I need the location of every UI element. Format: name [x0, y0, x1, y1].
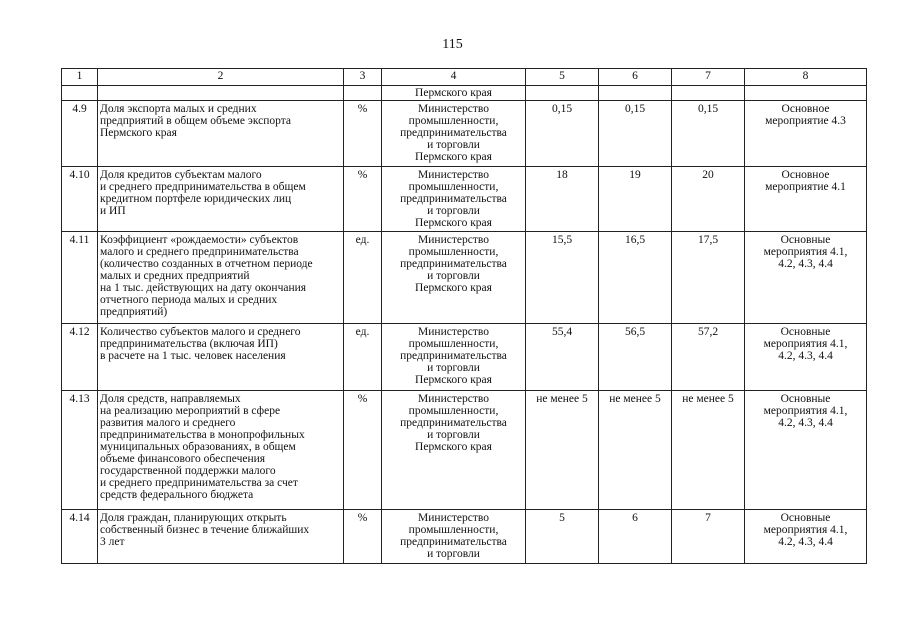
- row-number: 4.10: [62, 167, 98, 232]
- value-year-2: 6: [599, 510, 672, 564]
- indicator-name: Доля экспорта малых и средних предприятий в общем объеме экспорта Пермского края: [98, 101, 344, 167]
- value-year-1: 15,5: [526, 232, 599, 324]
- header-col-4: 4: [382, 69, 526, 86]
- header-col-8: 8: [745, 69, 867, 86]
- header-col-5: 5: [526, 69, 599, 86]
- responsible: Министерство промышленности, предпринимательства и торговли Пермского края: [382, 101, 526, 167]
- indicator-name: Коэффициент «рождаемости» субъектов малого и среднего предпринимательства (количество созданных в отчетном периоде малых и средних предприятий на 1 тыс. действующих на дату окончания отчетного периода малых и средних предприятий): [98, 232, 344, 324]
- unit: %: [344, 391, 382, 510]
- row-number: 4.11: [62, 232, 98, 324]
- table-row: [62, 101, 867, 167]
- unit: %: [344, 101, 382, 167]
- unit: ед.: [344, 232, 382, 324]
- responsible: Министерство промышленности, предпринимательства и торговли Пермского края: [382, 391, 526, 510]
- value-year-2: 56,5: [599, 324, 672, 391]
- indicator-name: Доля кредитов субъектам малого и среднего предпринимательства в общем кредитном портфеле юридических лиц и ИП: [98, 167, 344, 232]
- value-year-3: 0,15: [672, 101, 745, 167]
- indicator-name: Доля средств, направляемых на реализацию мероприятий в сфере развития малого и среднего предпринимательства в монопрофильных муниципальных образованиях, в общем объеме финансового обеспечения государственной поддержки малого и среднего предпринимательства за счет средств федерального бюджета: [98, 391, 344, 510]
- unit: ед.: [344, 324, 382, 391]
- indicator-name: Доля граждан, планирующих открыть собственный бизнес в течение ближайших 3 лет: [98, 510, 344, 564]
- value-year-3: 57,2: [672, 324, 745, 391]
- related-measure: Основные мероприятия 4.1, 4.2, 4.3, 4.4: [745, 391, 867, 510]
- value-year-3: 17,5: [672, 232, 745, 324]
- related-measure: Основные мероприятия 4.1, 4.2, 4.3, 4.4: [745, 510, 867, 564]
- related-measure: Основное мероприятие 4.1: [745, 167, 867, 232]
- table-row: [62, 167, 867, 232]
- value-year-1: 55,4: [526, 324, 599, 391]
- unit: %: [344, 167, 382, 232]
- row-number: 4.14: [62, 510, 98, 564]
- continued-row: [62, 86, 867, 101]
- header-col-7: 7: [672, 69, 745, 86]
- value-year-2: 0,15: [599, 101, 672, 167]
- value-year-1: 5: [526, 510, 599, 564]
- responsible: Министерство промышленности, предпринимательства и торговли Пермского края: [382, 232, 526, 324]
- unit: %: [344, 510, 382, 564]
- responsible: Министерство промышленности, предпринимательства и торговли: [382, 510, 526, 564]
- value-year-2: 16,5: [599, 232, 672, 324]
- table-row: [62, 324, 867, 391]
- value-year-3: не менее 5: [672, 391, 745, 510]
- indicator-name: Количество субъектов малого и среднего предпринимательства (включая ИП) в расчете на 1 тыс. человек населения: [98, 324, 344, 391]
- related-measure: Основные мероприятия 4.1, 4.2, 4.3, 4.4: [745, 232, 867, 324]
- indicators-table: [61, 68, 867, 564]
- value-year-1: 18: [526, 167, 599, 232]
- header-row: [62, 69, 867, 86]
- value-year-2: не менее 5: [599, 391, 672, 510]
- related-measure: Основные мероприятия 4.1, 4.2, 4.3, 4.4: [745, 324, 867, 391]
- value-year-1: не менее 5: [526, 391, 599, 510]
- row-number: 4.13: [62, 391, 98, 510]
- value-year-3: 20: [672, 167, 745, 232]
- row-number: 4.9: [62, 101, 98, 167]
- value-year-2: 19: [599, 167, 672, 232]
- header-col-6: 6: [599, 69, 672, 86]
- table-row: [62, 510, 867, 564]
- continued-responsible: Пермского края: [382, 86, 526, 101]
- value-year-3: 7: [672, 510, 745, 564]
- header-col-3: 3: [344, 69, 382, 86]
- header-col-1: 1: [62, 69, 98, 86]
- row-number: 4.12: [62, 324, 98, 391]
- table-row: [62, 232, 867, 324]
- value-year-1: 0,15: [526, 101, 599, 167]
- header-col-2: 2: [98, 69, 344, 86]
- page-number: 115: [442, 37, 463, 52]
- table-row: [62, 391, 867, 510]
- responsible: Министерство промышленности, предпринимательства и торговли Пермского края: [382, 324, 526, 391]
- responsible: Министерство промышленности, предпринимательства и торговли Пермского края: [382, 167, 526, 232]
- related-measure: Основное мероприятие 4.3: [745, 101, 867, 167]
